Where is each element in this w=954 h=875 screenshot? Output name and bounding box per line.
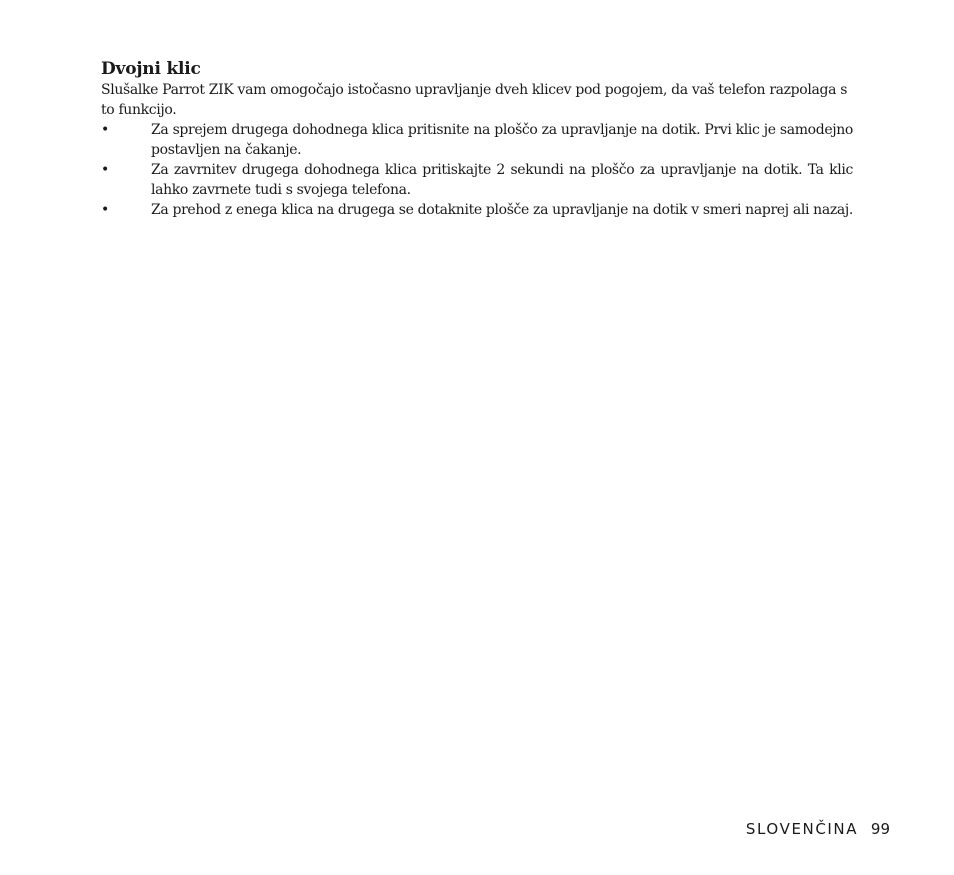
bullet-list — [101, 120, 853, 220]
section-dual-call — [101, 58, 853, 220]
bullet-text: Za prehod z enega klica na drugega se dotaknite plošče za upravljanje na dotik v smeri naprej ali nazaj. — [151, 202, 853, 218]
section-intro: Slušalke Parrot ZIK vam omogočajo istočasno upravljanje dveh klicev pod pogojem, da vaš telefon razpolaga s to funkcijo. — [101, 82, 848, 118]
bullet-icon: • — [101, 122, 109, 138]
bullet-text: Za zavrnitev drugega dohodnega klica pritiskajte 2 sekundi na ploščo za upravljanje na dotik. Ta klic lahko zavrnete tudi s svojega telefona. — [151, 162, 853, 198]
page-number: 99 — [870, 820, 890, 838]
footer-language: SLOVENČINA — [745, 820, 859, 838]
bullet-icon: • — [101, 162, 109, 178]
bullet-item — [101, 120, 853, 160]
bullet-icon: • — [101, 202, 109, 218]
page-footer — [746, 818, 890, 840]
bullet-item — [101, 160, 853, 200]
bullet-text: Za sprejem drugega dohodnega klica pritisnite na ploščo za upravljanje na dotik. Prvi klic je samodejno postavljen na čakanje. — [151, 122, 853, 158]
section-heading: Dvojni klic — [101, 59, 201, 79]
bullet-item — [101, 200, 853, 220]
